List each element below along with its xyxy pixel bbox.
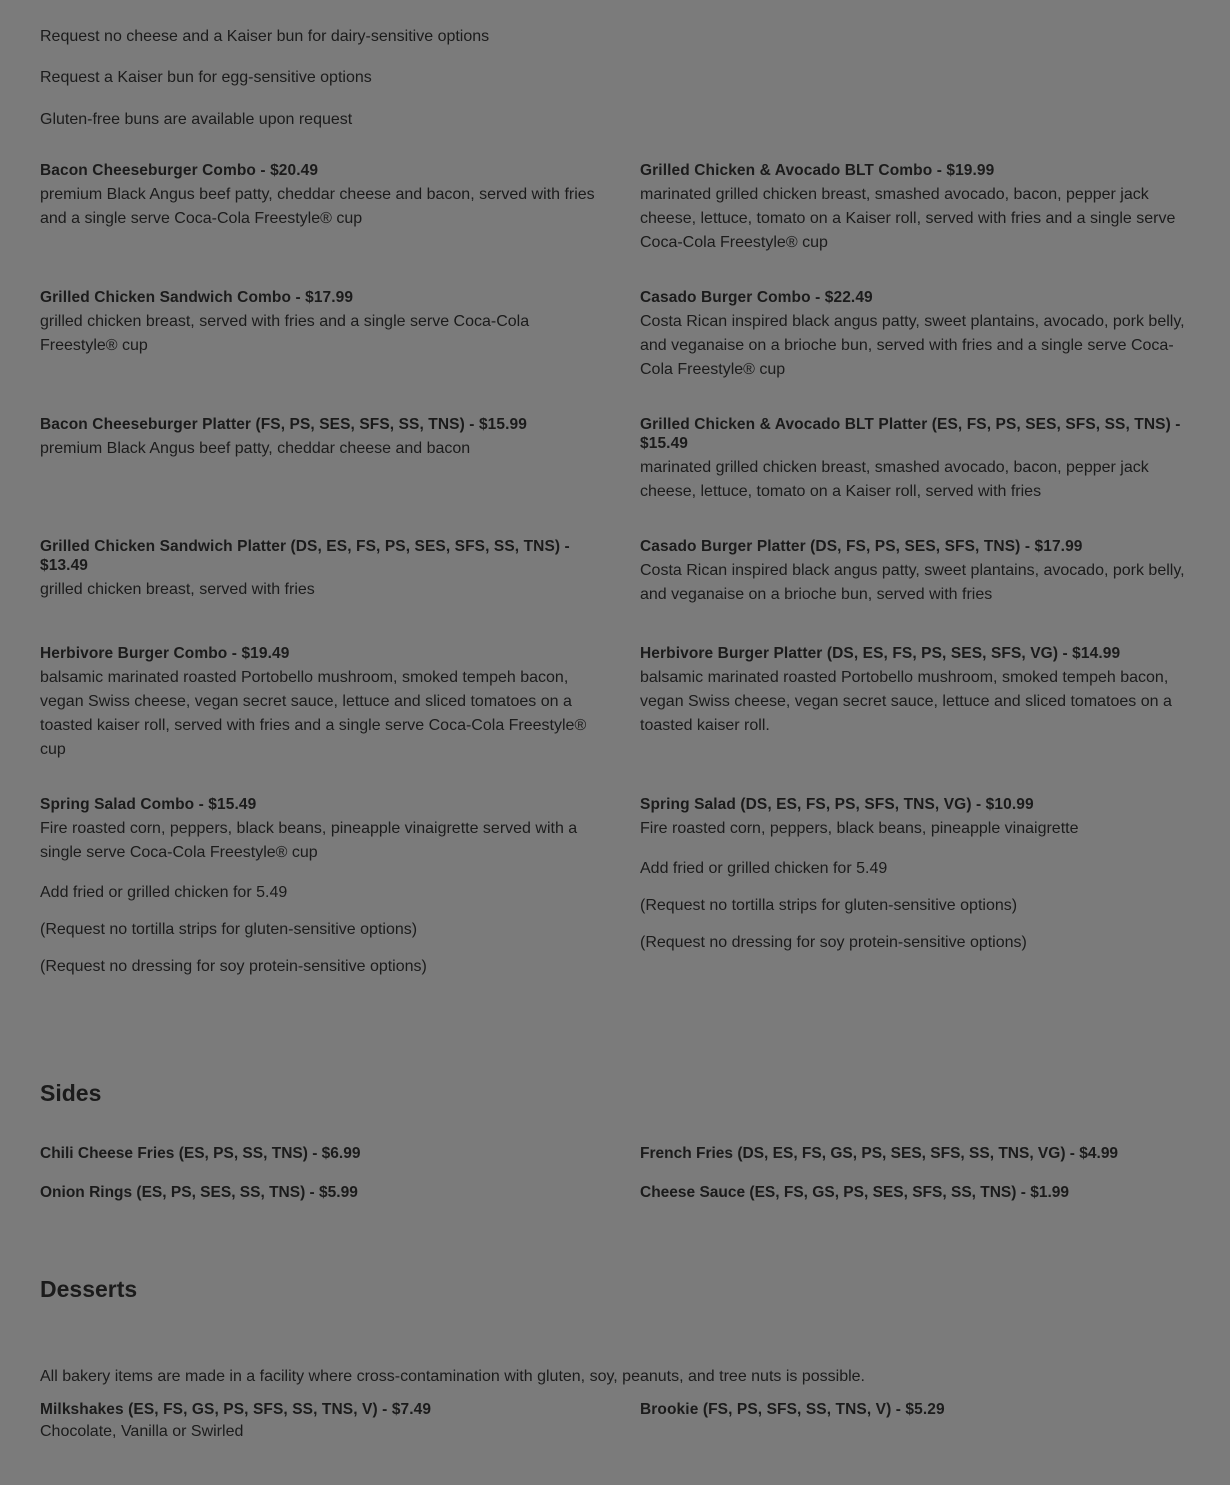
item-description: premium Black Angus beef patty, cheddar cheese and bacon, served with fries and a single serve Coca-Cola Freestyle® cup (40, 186, 595, 227)
menu-item (640, 415, 1200, 504)
item-note: Add fried or grilled chicken for 5.49 (640, 860, 888, 877)
item-name: Casado Burger Combo - $22.49 (640, 289, 873, 306)
item-description: Fire roasted corn, peppers, black beans, pineapple vinaigrette served with a single serve Coca-Cola Freestyle® cup (40, 820, 578, 861)
intro-note-gluten: Gluten-free buns are available upon request (40, 111, 353, 128)
intro-note-egg: Request a Kaiser bun for egg-sensitive options (40, 69, 372, 86)
menu-item (40, 537, 600, 602)
menu-item (40, 415, 600, 461)
menu-item (640, 161, 1200, 255)
item-description: Chocolate, Vanilla or Swirled (40, 1423, 244, 1440)
item-name: Grilled Chicken & Avocado BLT Platter (ES, FS, PS, SES, SFS, SS, TNS) - $15.49 (640, 416, 1181, 452)
item-name: Brookie (FS, PS, SFS, SS, TNS, V) - $5.29 (640, 1401, 945, 1418)
item-name: Milkshakes (ES, FS, GS, PS, SFS, SS, TNS, V) - $7.49 (40, 1401, 432, 1418)
dessert-item (40, 1400, 600, 1444)
menu-item (640, 644, 1200, 738)
menu-item (40, 161, 600, 231)
item-description: Costa Rican inspired black angus patty, sweet plantains, avocado, pork belly, and veganaise on a brioche bun, served with fries and a single serve Coca-Cola Freestyle® cup (640, 313, 1185, 378)
item-note: Add fried or grilled chicken for 5.49 (40, 884, 288, 901)
item-description: grilled chicken breast, served with fries (40, 581, 315, 598)
item-description: grilled chicken breast, served with fries and a single serve Coca-Cola Freestyle® cup (40, 313, 530, 354)
side-item: Cheese Sauce (ES, FS, GS, PS, SES, SFS, SS, TNS) - $1.99 (640, 1184, 1069, 1201)
item-description: balsamic marinated roasted Portobello mushroom, smoked tempeh bacon, vegan Swiss cheese, vegan secret sauce, lettuce and sliced tomatoes on a toasted kaiser roll. (640, 669, 1172, 734)
bakery-allergen-note: All bakery items are made in a facility where cross-contamination with gluten, soy, peanuts, and tree nuts is possible. (40, 1368, 865, 1385)
item-name: Grilled Chicken Sandwich Combo - $17.99 (40, 289, 354, 306)
item-description: Fire roasted corn, peppers, black beans, pineapple vinaigrette (640, 820, 1079, 837)
menu-item (640, 537, 1200, 607)
item-note: (Request no dressing for soy protein-sensitive options) (40, 958, 427, 975)
item-name: Bacon Cheeseburger Platter (FS, PS, SES, SFS, SS, TNS) - $15.99 (40, 416, 527, 433)
side-item: Onion Rings (ES, PS, SES, SS, TNS) - $5.99 (40, 1184, 358, 1201)
item-description: balsamic marinated roasted Portobello mushroom, smoked tempeh bacon, vegan Swiss cheese, vegan secret sauce, lettuce and sliced tomatoes on a toasted kaiser roll, served with fries and a single serve Coca-Cola Freestyle® cup (40, 669, 587, 758)
item-name: Spring Salad Combo - $15.49 (40, 796, 257, 813)
intro-note-dairy: Request no cheese and a Kaiser bun for dairy-sensitive options (40, 28, 490, 45)
menu-item (640, 288, 1200, 382)
side-item: French Fries (DS, ES, FS, GS, PS, SES, SFS, SS, TNS, VG) - $4.99 (640, 1145, 1119, 1162)
menu-item (640, 795, 1200, 953)
item-name: Spring Salad (DS, ES, FS, PS, SFS, TNS, VG) - $10.99 (640, 796, 1034, 813)
item-description: marinated grilled chicken breast, smashed avocado, bacon, pepper jack cheese, lettuce, tomato on a Kaiser roll, served with fries and a single serve Coca-Cola Freestyle® cup (640, 186, 1176, 251)
item-description: premium Black Angus beef patty, cheddar cheese and bacon (40, 440, 471, 457)
item-description: Costa Rican inspired black angus patty, sweet plantains, avocado, pork belly, and veganaise on a brioche bun, served with fries (640, 562, 1185, 603)
item-note: (Request no tortilla strips for gluten-sensitive options) (640, 897, 1018, 914)
side-item: Chili Cheese Fries (ES, PS, SS, TNS) - $6.99 (40, 1145, 361, 1162)
item-name: Grilled Chicken & Avocado BLT Combo - $19.99 (640, 162, 995, 179)
sides-heading: Sides (40, 1080, 102, 1106)
item-description: marinated grilled chicken breast, smashed avocado, bacon, pepper jack cheese, lettuce, tomato on a Kaiser roll, served with fries (640, 459, 1149, 500)
item-name: Casado Burger Platter (DS, FS, PS, SES, SFS, TNS) - $17.99 (640, 538, 1083, 555)
item-note: (Request no tortilla strips for gluten-sensitive options) (40, 921, 418, 938)
item-name: Herbivore Burger Combo - $19.49 (40, 645, 290, 662)
item-name: Herbivore Burger Platter (DS, ES, FS, PS, SES, SFS, VG) - $14.99 (640, 645, 1121, 662)
desserts-heading: Desserts (40, 1276, 138, 1302)
menu-item (40, 795, 600, 977)
item-name: Bacon Cheeseburger Combo - $20.49 (40, 162, 319, 179)
dessert-item (640, 1400, 1200, 1419)
menu-item (40, 644, 600, 762)
item-note: (Request no dressing for soy protein-sensitive options) (640, 934, 1027, 951)
item-name: Grilled Chicken Sandwich Platter (DS, ES, FS, PS, SES, SFS, SS, TNS) - $13.49 (40, 538, 570, 574)
menu-item (40, 288, 600, 358)
